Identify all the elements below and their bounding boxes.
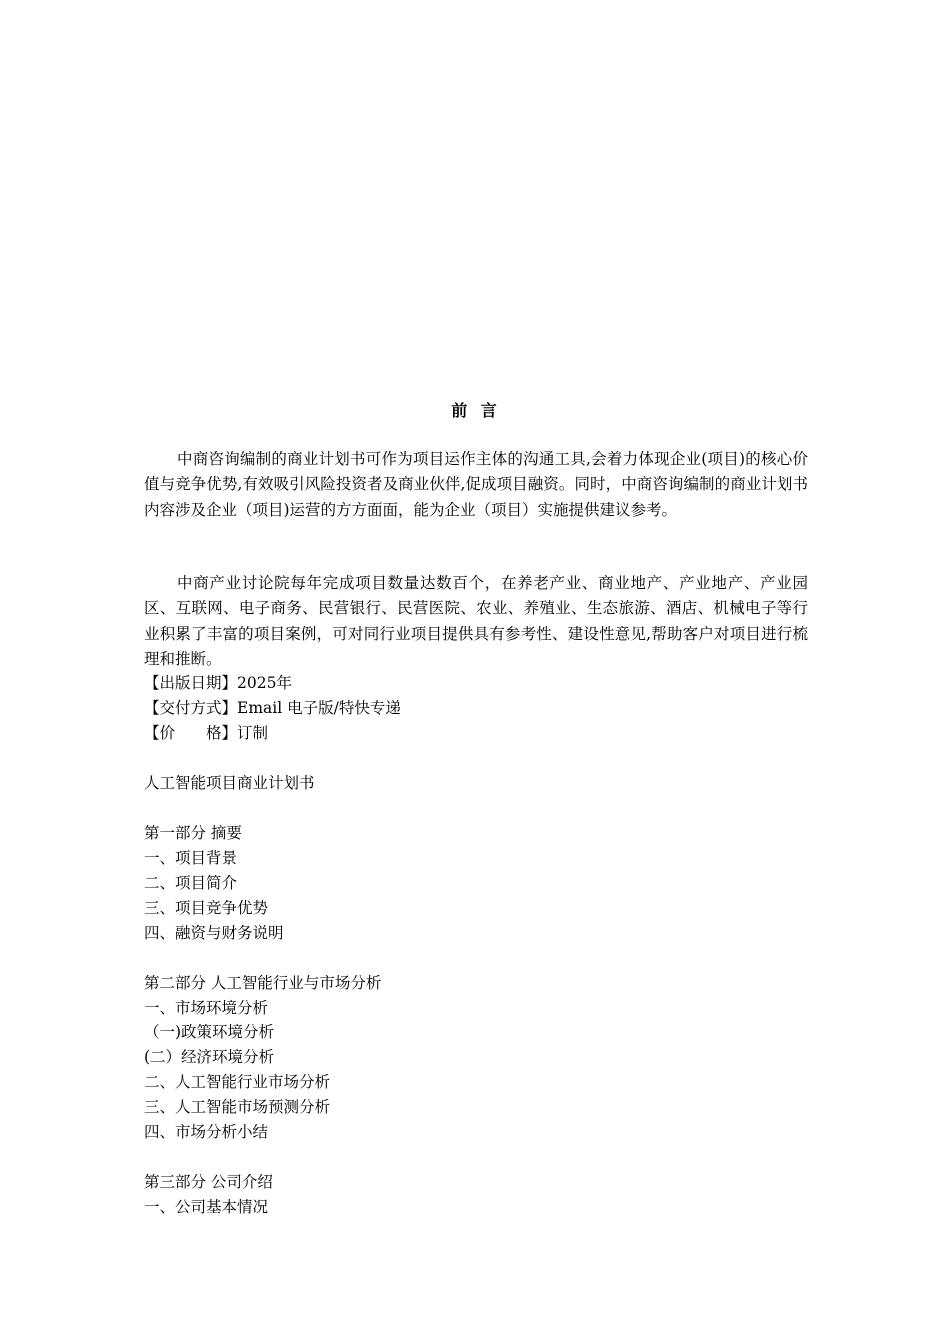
- document-page: [144, 0, 808, 1344]
- toc-item: 一、市场环境分析: [144, 999, 269, 1017]
- publish-date-row: [144, 671, 292, 696]
- toc-part3-heading: 第三部分 公司介绍: [144, 1173, 273, 1191]
- price-value: 订制: [237, 724, 269, 742]
- price-row: [144, 721, 268, 746]
- preface-paragraph-2: 中商产业讨论院每年完成项目数量达数百个，在养老产业、商业地产、产业地产、产业园区、互联网、电子商务、民营银行、民营医院、农业、养殖业、生态旅游、酒店、机械电子等行业积累了丰富的项目案例，可对同行业项目提供具有参考性、建设性意见,帮助客户对项目进行梳理和推断。: [144, 574, 808, 668]
- toc-part1-heading: 第一部分 摘要: [144, 824, 242, 842]
- toc-item: （一)政策环境分析: [144, 1023, 275, 1041]
- toc-item: 三、人工智能市场预测分析: [144, 1098, 331, 1116]
- delivery-value: Email 电子版/特快专递: [237, 699, 401, 717]
- publish-date-value: 2025年: [237, 674, 292, 692]
- toc-item: (二）经济环境分析: [144, 1048, 275, 1066]
- toc-part2-heading: 第二部分 人工智能行业与市场分析: [144, 974, 382, 992]
- toc-item: 一、项目背景: [144, 849, 238, 867]
- toc-item: 一、公司基本情况: [144, 1198, 269, 1216]
- toc-item: 二、项目简介: [144, 874, 238, 892]
- delivery-label: 【交付方式】: [144, 699, 238, 717]
- publish-date-label: 【出版日期】: [144, 674, 238, 692]
- preface-title: 前 言: [451, 401, 501, 420]
- preface-paragraph-1: 中商咨询编制的商业计划书可作为项目运作主体的沟通工具,会着力体现企业(项目)的核心价值与竞争优势,有效吸引风险投资者及商业伙伴,促成项目融资。同时，中商咨询编制的商业计划书内容涉及企业（项目)运营的方方面面，能为企业（项目）实施提供建议参考。: [144, 450, 808, 519]
- price-label: 【价 格】: [144, 724, 238, 742]
- toc-item: 二、人工智能行业市场分析: [144, 1073, 331, 1091]
- report-title: 人工智能项目商业计划书: [144, 774, 315, 792]
- toc-item: 四、市场分析小结: [144, 1123, 269, 1141]
- toc-item: 三、项目竞争优势: [144, 899, 269, 917]
- delivery-row: [144, 696, 401, 721]
- toc-item: 四、融资与财务说明: [144, 924, 284, 942]
